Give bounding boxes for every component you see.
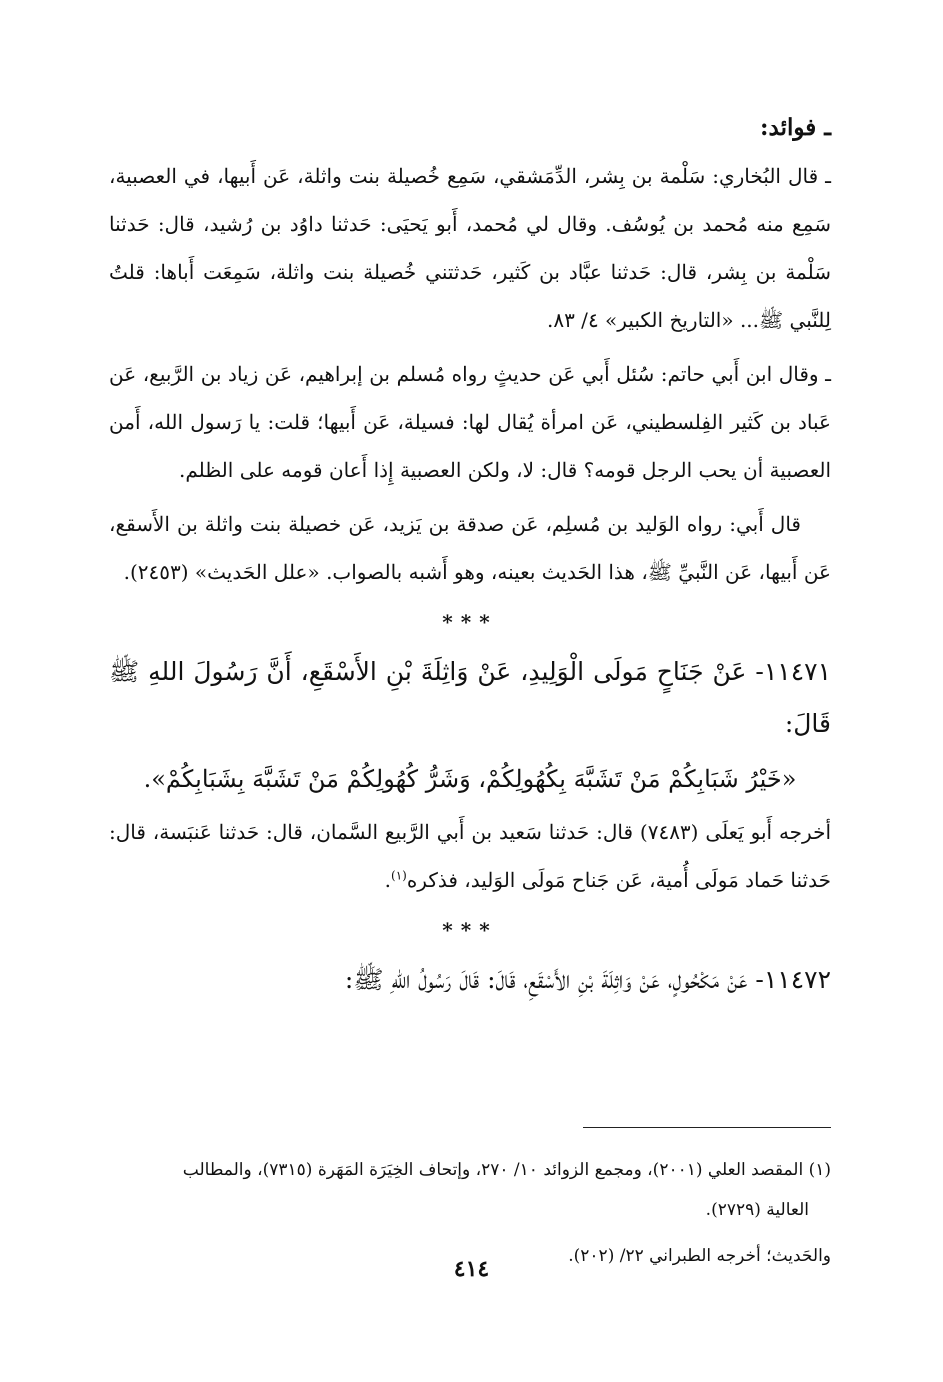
page-body [109, 108, 831, 1010]
separator-stars: *** [442, 610, 498, 634]
hadith-1471-text: ١١٤٧١- عَنْ جَنَاحٍ مَولَى الْوَلِيدِ، عَنْ وَاثِلَةَ بْنِ الأَسْقَعِ، أَنَّ رَسُولَ اللهِ ﷺ قَالَ: [109, 657, 831, 738]
section-heading: ـ فوائد: [760, 114, 831, 141]
footnote-1: (١) المقصد العلي (٢٠٠١)، ومجمع الزوائد ١٠/ ٢٧٠، وإتحاف الخِيَرَة المَهَرة (٧٣١٥)، والمطالب [182, 1160, 831, 1180]
footnote-1-continued: العالية (٢٧٢٩). [705, 1200, 809, 1220]
paragraph-qala-abi: قال أَبي: رواه الوَليد بن مُسلِم، عَن صدقة بن يَزيد، عَن خصيلة بنت واثلة بن الأَسقع، عَن أَبيها، عَن النَّبيِّ ﷺ، هذا الحَديث بعينه، وهو أَشبه بالصواب. «علل الحَديث» (٢٤٥٣). [109, 512, 831, 584]
footnote-reference[interactable]: (١) [391, 868, 407, 883]
hadith-1472-text: ١١٤٧٢- عَنْ مَكْحُولٍ، عَنْ وَاثِلَةَ بْنِ الأَسْقَعِ، قَالَ: قَالَ رَسُولُ اللهِ ﷺ: [344, 965, 831, 994]
footnote-2: والحَديث؛ أخرجه الطبراني ٢٢/ (٢٠٢). [568, 1246, 831, 1266]
footnote-divider [583, 1127, 831, 1128]
hadith-1471-takhrij: أخرجه أَبو يَعلَى (٧٤٨٣) قال: حَدثنا سَعيد بن أَبي الرَّبيع السَّمان، قال: حَدثنا عَنبَسة، قال: حَدثنا حَماد مَولَى أُمية، عَن جَناح مَولَى الوَليد، فذكره$^{(١)}$. [109, 820, 831, 892]
paragraph-bukhari: ـ قال البُخاري: سَلْمة بن بِشر، الدِّمَشقي، سَمِع خُصيلة بنت واثلة، عَن أَبيها، في العصبية، سَمِع منه مُحمد بن يُوسُف. وقال لي مُحمد، أَبو يَحيَى: حَدثنا داوُد بن رُشيد، قال: حَدثنا سَلْمة بن بِشر، قال: حَدثنا عبَّاد بن كَثير، حَدثتني خُصيلة بنت واثلة، سَمِعَت أَباها: قلتُ لِلنَّبي ﷺ... «التاريخ الكبير» ٤/ ٨٣. [109, 164, 831, 332]
takhrij-text: أخرجه أَبو يَعلَى (٧٤٨٣) قال: حَدثنا سَعيد بن أَبي الرَّبيع السَّمان، قال: حَدثنا عَنبَسة، قال: حَدثنا حَماد مَولَى أُمية، عَن جَناح مَولَى الوَليد، فذكره [109, 820, 831, 892]
hadith-1471-matn: «خَيْرُ شَبَابِكُمْ مَنْ تَشَبَّهَ بِكُهُولِكُمْ، وَشَرُّ كُهُولِكُمْ مَنْ تَشَبَّهَ بِشَبَابِكُمْ». [143, 765, 797, 793]
page-number: ٤١٤ [453, 1256, 490, 1282]
paragraph-ibn-abi-hatim: ـ وقال ابن أَبي حاتم: سُئل أَبي عَن حديثٍ رواه مُسلم بن إبراهيم، عَن زياد بن الرَّبيع، عَن عَباد بن كَثير الفِلسطيني، عَن امرأة يُقال لها: فسيلة، عَن أَبيها؛ قلت: يا رَسول الله، أَمن العصبية أن يحب الرجل قومه؟ قال: لا، ولكن العصبية إِذا أَعان قومه على الظلم. [109, 362, 831, 482]
separator-stars-2: *** [442, 918, 498, 942]
